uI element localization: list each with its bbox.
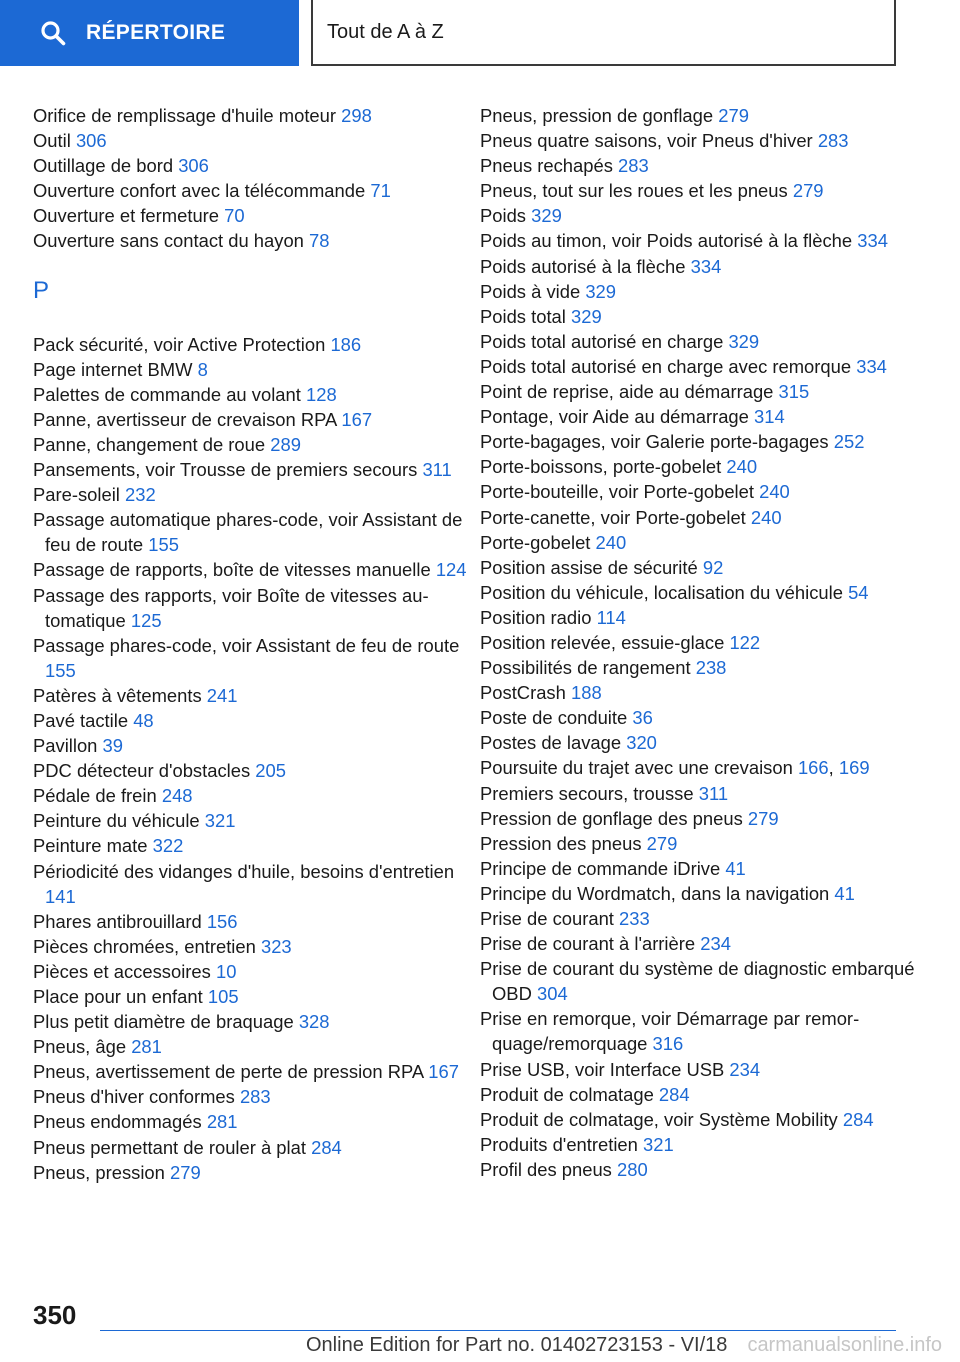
index-entry-text: Pneus, pression bbox=[33, 1161, 165, 1183]
page-number: 350 bbox=[33, 1300, 77, 1330]
index-entry bbox=[33, 128, 473, 153]
index-entry bbox=[33, 432, 473, 457]
page-link[interactable]: 298 bbox=[341, 105, 372, 126]
page-link[interactable]: 39 bbox=[102, 735, 123, 757]
page-link[interactable]: 188 bbox=[570, 682, 602, 704]
index-entry bbox=[33, 482, 473, 507]
index-entry-text: Phares antibrouillard bbox=[33, 910, 202, 932]
index-entry-text: Panne, changement de roue bbox=[33, 433, 266, 455]
index-entry bbox=[33, 1160, 473, 1185]
index-entry-text: Porte-canette, voir Porte-gobelet bbox=[480, 506, 746, 528]
page-link[interactable]: 289 bbox=[270, 433, 301, 455]
page-link[interactable]: 36 bbox=[632, 707, 653, 729]
page-link[interactable]: 54 bbox=[848, 581, 869, 603]
page-link[interactable]: 241 bbox=[206, 684, 238, 706]
index-entry-text: Principe de commande iDrive bbox=[480, 857, 721, 879]
index-entry bbox=[480, 1132, 920, 1157]
page-link[interactable]: 128 bbox=[305, 383, 337, 405]
page-link[interactable]: 167 bbox=[428, 1061, 459, 1083]
index-entry bbox=[33, 934, 473, 959]
index-button[interactable] bbox=[0, 0, 299, 66]
index-entry bbox=[480, 956, 920, 1006]
index-entry-text: Passage phares-code, voir Assistant de feu de route bbox=[33, 634, 460, 656]
index-entry bbox=[480, 1082, 920, 1107]
index-entry-text: Peinture mate bbox=[33, 835, 148, 857]
index-entry-text: Plus petit diamètre de braquage bbox=[33, 1011, 294, 1033]
index-entry-text: Poste de conduite bbox=[480, 707, 628, 729]
index-entry-text: Possibilités de rangement bbox=[480, 657, 691, 679]
page-link[interactable]: 125 bbox=[130, 609, 162, 631]
index-entry bbox=[33, 557, 473, 582]
index-entry-text: Position du véhicule, localisation du véhicule bbox=[480, 581, 843, 603]
index-entry-text: Poids total bbox=[480, 305, 566, 327]
index-entry-text: Porte-bagages, voir Galerie porte-bagages bbox=[480, 431, 829, 453]
index-letter-heading: P bbox=[33, 276, 50, 304]
index-entry-text: Passage des rapports, voir Boîte de vitesses automatique bbox=[33, 584, 429, 631]
index-entry bbox=[33, 332, 473, 357]
index-entry bbox=[33, 909, 473, 934]
index-entry bbox=[33, 1084, 473, 1109]
index-entry bbox=[480, 254, 920, 279]
index-entry bbox=[480, 530, 920, 555]
page-link[interactable]: 166 bbox=[797, 757, 829, 779]
page-link[interactable]: 334 bbox=[856, 355, 887, 377]
page-link[interactable]: 321 bbox=[204, 810, 236, 832]
index-entry-text: Panne, avertisseur de crevaison RPA bbox=[33, 408, 337, 430]
index-entry bbox=[480, 228, 920, 253]
search-icon bbox=[40, 20, 66, 46]
page-link[interactable]: 323 bbox=[260, 935, 292, 957]
index-entry bbox=[33, 984, 473, 1009]
page-link[interactable]: 306 bbox=[178, 155, 209, 177]
index-entry bbox=[480, 203, 920, 228]
index-entry bbox=[480, 755, 920, 780]
page-link[interactable]: 283 bbox=[618, 155, 649, 177]
index-entry-text: Outil bbox=[33, 130, 71, 152]
index-entry-text: Pavillon bbox=[33, 735, 98, 757]
index-entry bbox=[33, 833, 473, 858]
index-entry bbox=[33, 758, 473, 783]
index-entry bbox=[480, 1057, 920, 1082]
page-link[interactable]: 122 bbox=[729, 631, 761, 653]
index-entry bbox=[33, 808, 473, 833]
index-entry-text: Pavé tactile bbox=[33, 709, 129, 731]
index-entry bbox=[33, 507, 473, 557]
page-link[interactable]: 248 bbox=[161, 785, 193, 807]
page-link[interactable]: 279 bbox=[718, 105, 749, 126]
index-entry bbox=[480, 404, 920, 429]
index-entry bbox=[33, 633, 473, 683]
page-link[interactable]: 284 bbox=[658, 1083, 690, 1105]
page-link[interactable]: 124 bbox=[435, 559, 467, 581]
page-link[interactable]: 232 bbox=[125, 484, 156, 506]
page-link[interactable]: 281 bbox=[131, 1036, 162, 1058]
page-link[interactable]: 279 bbox=[747, 807, 779, 829]
index-entry-text: Prise en remorque, voir Démarrage par remorquage/remorquage bbox=[480, 1008, 860, 1055]
page-link[interactable]: 314 bbox=[754, 406, 785, 428]
index-entry bbox=[480, 128, 920, 153]
page-link[interactable]: 334 bbox=[857, 230, 888, 252]
index-entry bbox=[33, 859, 473, 909]
index-entry-text: Orifice de remplissage d'huile moteur bbox=[33, 105, 337, 126]
index-entry-text: Pneus d'hiver conformes bbox=[33, 1086, 235, 1108]
index-entry-text: Produit de colmatage, voir Système Mobility bbox=[480, 1108, 838, 1130]
page-link[interactable]: 279 bbox=[170, 1161, 201, 1183]
index-entry-text: Ouverture sans contact du hayon bbox=[33, 230, 304, 252]
page-link[interactable]: 92 bbox=[702, 556, 724, 578]
page-link[interactable]: 280 bbox=[617, 1158, 648, 1180]
page-link[interactable]: 156 bbox=[206, 910, 238, 932]
page-link[interactable]: 306 bbox=[75, 130, 107, 152]
page-link[interactable]: 78 bbox=[309, 230, 330, 252]
index-entry-text: Pièces et accessoires bbox=[33, 960, 211, 982]
page-link[interactable]: 279 bbox=[792, 180, 824, 202]
index-entry bbox=[480, 379, 920, 404]
index-button-label: RÉPERTOIRE bbox=[86, 21, 226, 44]
index-column-left bbox=[33, 103, 473, 1185]
index-entry bbox=[480, 178, 920, 203]
page-link[interactable]: 284 bbox=[842, 1108, 874, 1130]
index-entry bbox=[480, 1006, 920, 1056]
index-entry bbox=[480, 103, 920, 128]
page-link[interactable]: 329 bbox=[571, 305, 602, 327]
index-entry bbox=[480, 781, 920, 806]
header bbox=[0, 0, 960, 66]
index-entry-text: Profil des pneus bbox=[480, 1158, 612, 1180]
index-entry-text: Poids au timon, voir Poids autorisé à la flèche bbox=[480, 230, 853, 252]
index-entry bbox=[33, 1034, 473, 1059]
index-entry-text: Pièces chromées, entretien bbox=[33, 935, 256, 957]
index-entry bbox=[33, 683, 473, 708]
index-entry bbox=[33, 228, 473, 253]
index-entry-text: Patères à vêtements bbox=[33, 684, 202, 706]
index-entry bbox=[480, 831, 920, 856]
page-link[interactable]: 329 bbox=[585, 280, 617, 302]
page-link[interactable]: 283 bbox=[817, 130, 849, 152]
index-entry bbox=[33, 1135, 473, 1160]
page-link[interactable]: 41 bbox=[834, 882, 855, 904]
page-link[interactable]: 41 bbox=[725, 857, 746, 879]
index-entry-text: Position relevée, essuie-glace bbox=[480, 631, 725, 653]
index-entry bbox=[33, 959, 473, 984]
index-entry-text: Pneus quatre saisons, voir Pneus d'hiver bbox=[480, 130, 813, 152]
index-entry-text: Poursuite du trajet avec une crevaison bbox=[480, 757, 793, 779]
index-entry-text: PostCrash bbox=[480, 682, 566, 704]
index-entry-text: Poids total autorisé en charge avec remorque bbox=[480, 355, 852, 377]
page-link[interactable]: 311 bbox=[422, 459, 452, 481]
index-entry-text: Outillage de bord bbox=[33, 155, 174, 177]
section-tab-title: Tout de A à Z bbox=[327, 20, 444, 43]
page-link[interactable]: 71 bbox=[370, 180, 391, 202]
page-link[interactable]: 304 bbox=[536, 983, 568, 1005]
page-separator: , bbox=[828, 757, 834, 779]
index-entry-text: Postes de lavage bbox=[480, 732, 622, 754]
index-entry-text: Pneus, âge bbox=[33, 1036, 127, 1058]
index-entry bbox=[480, 705, 920, 730]
page-link[interactable]: 10 bbox=[215, 960, 237, 982]
footer-edition: Online Edition for Part no. 01402723153 - VI/18 bbox=[306, 1334, 728, 1356]
index-entry-text: Poids total autorisé en charge bbox=[480, 330, 724, 352]
page-link[interactable]: 48 bbox=[133, 709, 154, 731]
page-link[interactable]: 283 bbox=[239, 1086, 271, 1108]
index-entry bbox=[480, 505, 920, 530]
index-entry-text: Pneus permettant de rouler à plat bbox=[33, 1136, 306, 1158]
page-link[interactable]: 105 bbox=[207, 986, 239, 1007]
index-entry bbox=[33, 783, 473, 808]
index-entry-text: Prise USB, voir Interface USB bbox=[480, 1058, 725, 1080]
index-entry bbox=[480, 680, 920, 705]
index-entry bbox=[480, 555, 920, 580]
index-entry bbox=[480, 304, 920, 329]
index-entry-text: Prise de courant bbox=[480, 908, 614, 929]
page-link[interactable]: 329 bbox=[531, 205, 562, 227]
index-entry-text: Pression de gonflage des pneus bbox=[480, 807, 743, 829]
index-entry-text: Poids bbox=[480, 205, 527, 227]
page-link[interactable]: 321 bbox=[643, 1133, 674, 1155]
index-entry-text: Produits d'entretien bbox=[480, 1133, 638, 1155]
page-link[interactable]: 334 bbox=[690, 255, 722, 277]
index-entry bbox=[480, 730, 920, 755]
index-entry bbox=[33, 583, 473, 633]
index-entry-text: Porte-bouteille, voir Porte-gobelet bbox=[480, 481, 754, 503]
index-entry bbox=[480, 605, 920, 630]
index-entry-text: Pack sécurité, voir Active Protection bbox=[33, 333, 326, 355]
index-entry bbox=[33, 1009, 473, 1034]
page-link[interactable]: 169 bbox=[838, 757, 870, 779]
page-link[interactable]: 141 bbox=[45, 885, 76, 907]
index-entry bbox=[480, 881, 920, 906]
index-entry bbox=[33, 733, 473, 758]
index-entry bbox=[480, 580, 920, 605]
page-link[interactable]: 70 bbox=[224, 205, 245, 227]
page-link[interactable]: 328 bbox=[298, 1011, 330, 1033]
index-entry-text: Pontage, voir Aide au démarrage bbox=[480, 406, 749, 428]
footer-divider bbox=[100, 1330, 896, 1331]
index-entry bbox=[480, 1107, 920, 1132]
index-entry-text: Produit de colmatage bbox=[480, 1083, 654, 1105]
index-entry bbox=[33, 1109, 473, 1134]
index-entry-text: Ouverture confort avec la télécommande bbox=[33, 180, 366, 202]
page-link[interactable]: 234 bbox=[700, 933, 731, 955]
index-entry bbox=[33, 457, 473, 482]
page-link[interactable]: 114 bbox=[596, 606, 626, 628]
index-entry bbox=[480, 1157, 920, 1182]
index-entry-text: Pneus rechapés bbox=[480, 155, 613, 177]
index-entry-text: Page internet BMW bbox=[33, 358, 193, 380]
index-entry-text: Poids autorisé à la flèche bbox=[480, 255, 686, 277]
index-entry-text: Pansements, voir Trousse de premiers secours bbox=[33, 459, 418, 481]
index-entry-text: Peinture du véhicule bbox=[33, 810, 200, 832]
index-entry bbox=[33, 357, 473, 382]
index-column-right bbox=[480, 103, 920, 1182]
index-entry bbox=[480, 655, 920, 680]
page-link[interactable]: 311 bbox=[698, 782, 729, 804]
index-entry bbox=[480, 153, 920, 178]
index-entry-text: Point de reprise, aide au démarrage bbox=[480, 381, 774, 403]
page-link[interactable]: 329 bbox=[728, 330, 760, 352]
page-link[interactable]: 233 bbox=[619, 908, 650, 929]
page-link[interactable]: 279 bbox=[646, 832, 678, 854]
index-entry-text: Position assise de sécurité bbox=[480, 556, 698, 578]
index-entry-text: Place pour un enfant bbox=[33, 986, 203, 1007]
page-link[interactable]: 240 bbox=[595, 531, 627, 553]
index-entry bbox=[480, 479, 920, 504]
index-entry bbox=[480, 354, 920, 379]
page-link[interactable]: 315 bbox=[778, 381, 810, 403]
page-link[interactable]: 8 bbox=[197, 358, 208, 380]
index-entry-text: Principe du Wordmatch, dans la navigation bbox=[480, 882, 830, 904]
page-link[interactable]: 167 bbox=[341, 408, 373, 430]
page-link[interactable]: 234 bbox=[729, 1058, 761, 1080]
index-entry-text: Pression des pneus bbox=[480, 832, 642, 854]
page-link[interactable]: 281 bbox=[206, 1111, 238, 1133]
index-entry-text: PDC détecteur d'obstacles bbox=[33, 760, 251, 782]
index-entry bbox=[480, 279, 920, 304]
index-entry-text: Pédale de frein bbox=[33, 785, 157, 807]
index-entry bbox=[33, 103, 473, 128]
page-link[interactable]: 240 bbox=[759, 481, 790, 503]
index-entry-text: Périodicité des vidanges d'huile, besoins d'entretien bbox=[33, 860, 455, 882]
page-link[interactable]: 205 bbox=[255, 760, 286, 782]
index-entry-text: Palettes de commande au volant bbox=[33, 383, 301, 405]
index-entry bbox=[480, 906, 920, 931]
page-link[interactable]: 316 bbox=[652, 1033, 684, 1055]
index-entry-text: Prise de courant du système de diagnostic embarqué OBD bbox=[480, 958, 915, 1005]
index-entry-text: Passage automatique phares-code, voir Assistant de feu de route bbox=[33, 509, 463, 556]
index-entry-text: Porte-boissons, porte-gobelet bbox=[480, 456, 722, 478]
index-entry-text: Pneus, tout sur les roues et les pneus bbox=[480, 180, 788, 202]
index-entry bbox=[33, 178, 473, 203]
index-entry-text: Pare-soleil bbox=[33, 484, 120, 506]
index-entry bbox=[33, 1059, 473, 1084]
index-entry-text: Pneus, avertissement de perte de pression RPA bbox=[33, 1061, 424, 1083]
page-link[interactable]: 322 bbox=[152, 835, 184, 857]
index-entry bbox=[480, 454, 920, 479]
index-entry-text: Poids à vide bbox=[480, 280, 581, 302]
index-entry bbox=[480, 429, 920, 454]
index-entry bbox=[33, 382, 473, 407]
page-link[interactable]: 155 bbox=[148, 534, 179, 556]
index-entry-text: Pneus endommagés bbox=[33, 1111, 202, 1133]
index-entry bbox=[33, 708, 473, 733]
page-link[interactable]: 320 bbox=[626, 732, 657, 754]
index-entry bbox=[480, 931, 920, 956]
index-entry bbox=[480, 630, 920, 655]
section-tab[interactable] bbox=[311, 0, 896, 66]
index-entry-text: Prise de courant à l'arrière bbox=[480, 933, 696, 955]
watermark: carmanualsonline.info bbox=[747, 1334, 942, 1356]
page-link[interactable]: 240 bbox=[726, 456, 758, 478]
index-entry-text: Ouverture et fermeture bbox=[33, 205, 220, 227]
index-entry-text: Porte-gobelet bbox=[480, 531, 591, 553]
index-entry-text: Passage de rapports, boîte de vitesses manuelle bbox=[33, 559, 431, 581]
index-entry bbox=[480, 856, 920, 881]
page-link[interactable]: 186 bbox=[330, 333, 362, 355]
page-link[interactable]: 155 bbox=[45, 659, 76, 681]
index-entry bbox=[33, 203, 473, 228]
index-entry-text: Pneus, pression de gonflage bbox=[480, 105, 714, 126]
index-entry-text: Position radio bbox=[480, 606, 592, 628]
index-entry bbox=[33, 407, 473, 432]
page-link[interactable]: 284 bbox=[311, 1136, 342, 1158]
page-link[interactable]: 240 bbox=[750, 506, 782, 528]
page-link[interactable]: 238 bbox=[695, 657, 727, 679]
index-entry bbox=[33, 153, 473, 178]
index-entry bbox=[480, 806, 920, 831]
index-entry bbox=[480, 329, 920, 354]
index-entry-text: Premiers secours, trousse bbox=[480, 782, 694, 804]
page-link[interactable]: 252 bbox=[833, 431, 865, 453]
